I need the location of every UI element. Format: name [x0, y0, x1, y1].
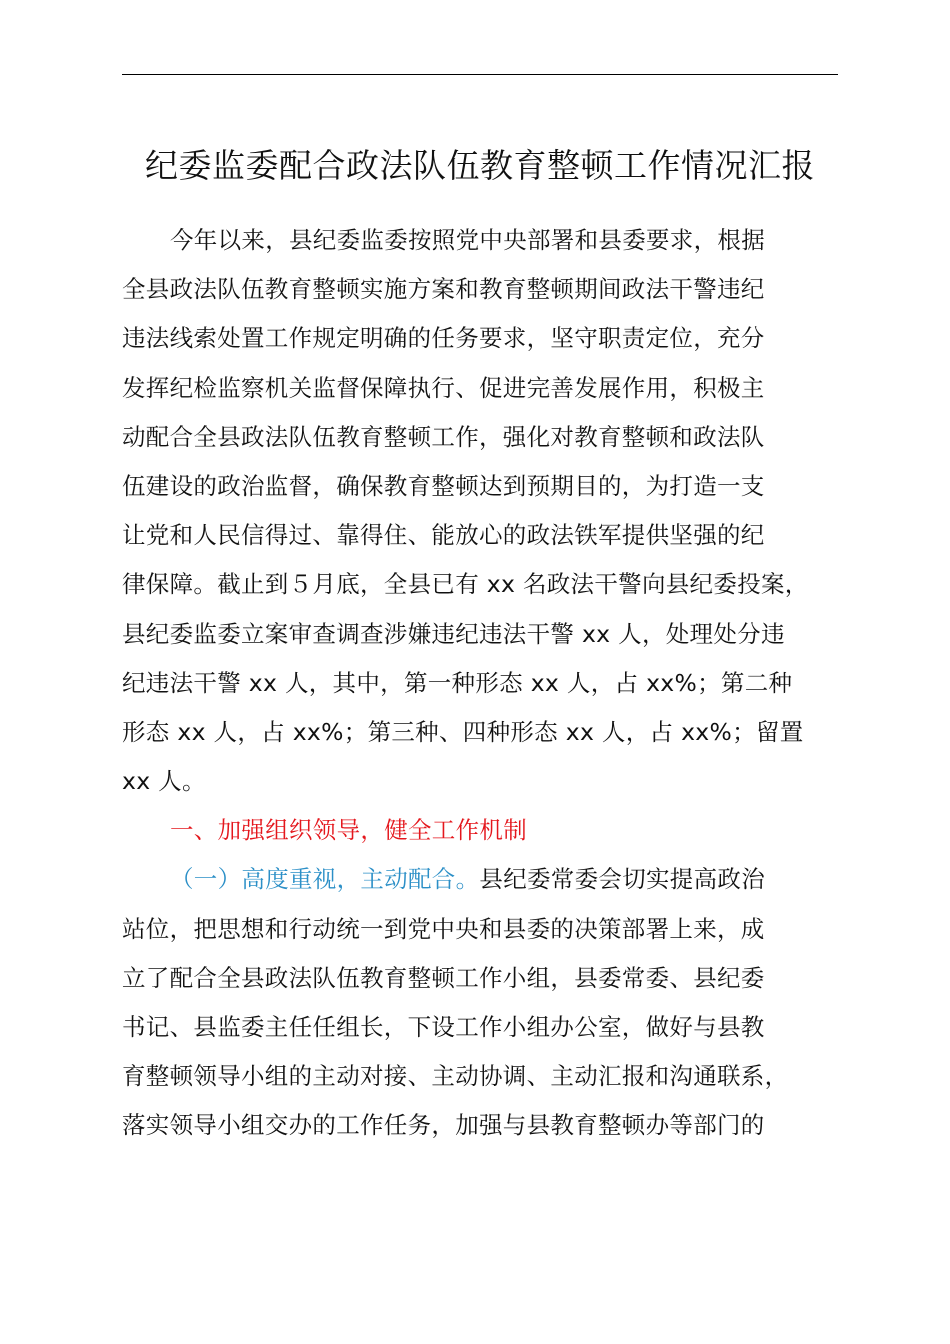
paragraph-line: 今年以来，县纪委监委按照党中央部署和县委要求，根据 [170, 226, 765, 254]
subsection-heading: （一）高度重视，主动配合。 [170, 865, 480, 894]
paragraph-line: 落实领导小组交办的工作任务，加强与县教育整顿办等部门的 [122, 1111, 765, 1140]
paragraph-line-text: 县纪委常委会切实提高政治 [479, 865, 766, 894]
paragraph-line: xx 人。 [122, 767, 206, 796]
document-title: 纪委监委配合政法队伍教育整顿工作情况汇报 [145, 146, 815, 185]
header-rule [122, 74, 838, 75]
paragraph-line: 律保障。截止到５月底，全县已有 xx 名政法干警向县纪委投案， [122, 570, 809, 599]
paragraph-line: 形态 xx 人，占 xx%；第三种、四种形态 xx 人，占 xx%；留置 [122, 717, 804, 746]
section-heading: 一、加强组织领导，健全工作机制 [170, 816, 527, 845]
paragraph-line: 站位，把思想和行动统一到党中央和县委的决策部署上来，成 [122, 914, 765, 943]
paragraph-line: 全县政法队伍教育整顿实施方案和教育整顿期间政法干警违纪 [122, 275, 765, 304]
paragraph-line: 县纪委监委立案审查调查涉嫌违纪违法干警 xx 人，处理处分违 [122, 619, 785, 648]
document-body [122, 216, 838, 1151]
paragraph-line: 立了配合全县政法队伍教育整顿工作小组，县委常委、县纪委 [122, 963, 765, 992]
paragraph-line: 发挥纪检监察机关监督保障执行、促进完善发展作用，积极主 [122, 373, 765, 402]
paragraph-line: 育整顿领导小组的主动对接、主动协调、主动汇报和沟通联系， [122, 1062, 789, 1091]
paragraph-line: 动配合全县政法队伍教育整顿工作，强化对教育整顿和政法队 [122, 422, 765, 451]
paragraph-line: 让党和人民信得过、靠得住、能放心的政法铁军提供坚强的纪 [122, 521, 765, 550]
subsection-first-line [122, 855, 838, 904]
paragraph-line: 书记、县监委主任任组长，下设工作小组办公室，做好与县教 [122, 1013, 765, 1041]
paragraph-line: 违法线索处置工作规定明确的任务要求，坚守职责定位，充分 [122, 324, 765, 353]
paragraph-line: 纪违法干警 xx 人，其中，第一种形态 xx 人，占 xx%；第二种 [122, 668, 793, 697]
paragraph-line: 伍建设的政治监督，确保教育整顿达到预期目的，为打造一支 [122, 471, 765, 500]
